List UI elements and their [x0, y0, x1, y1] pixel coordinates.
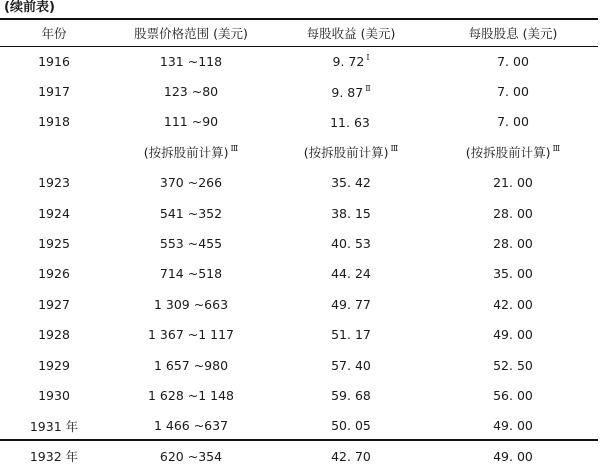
year-cell-empty: [0, 137, 108, 167]
split-note-row: [0, 137, 598, 167]
header-eps: 每股收益 (美元): [306, 26, 396, 41]
eps-cell: 51. 17: [331, 327, 371, 343]
eps-cell: 38. 15: [331, 205, 371, 221]
eps-cell: 42. 70: [331, 448, 371, 464]
table-caption: (续前表): [4, 0, 55, 15]
dividend-cell: 7. 00: [497, 53, 529, 69]
table-row: [0, 350, 598, 380]
header-row: [0, 20, 598, 46]
eps-cell: [274, 76, 428, 106]
year-cell: 1925: [38, 236, 70, 252]
year-cell: 1926: [38, 266, 70, 282]
dividend-cell: 42. 00: [493, 296, 533, 312]
table-row: [0, 198, 598, 228]
split-note-text: (按拆股前计算): [143, 145, 229, 161]
price-range-cell: 620 ~354: [159, 448, 223, 464]
dividend-cell: 21. 00: [493, 175, 533, 191]
table-row: [0, 46, 598, 76]
eps-cell: 57. 40: [331, 357, 371, 373]
year-cell: 1932 年: [29, 449, 79, 465]
table-row: [0, 76, 598, 106]
price-range-cell: 553 ~455: [159, 236, 223, 252]
footnote-marker: Ⅲ: [390, 144, 399, 154]
dividend-cell: 52. 50: [493, 357, 533, 373]
split-note-eps: [274, 137, 428, 167]
footnote-marker: Ⅲ: [230, 144, 239, 154]
price-range-cell: 370 ~266: [159, 175, 223, 191]
year-cell: 1931 年: [29, 418, 79, 434]
eps-value: 9. 72: [332, 54, 365, 70]
year-cell: 1918: [38, 114, 70, 130]
eps-cell: 49. 77: [331, 296, 371, 312]
footnote-marker: Ⅱ: [365, 83, 371, 93]
year-cell: 1917: [38, 84, 70, 100]
eps-cell: 35. 42: [331, 175, 371, 191]
price-range-cell: 541 ~352: [159, 205, 223, 221]
price-range-cell: 1 466 ~637: [153, 418, 229, 434]
stock-history-table: [0, 20, 598, 471]
table-row: [0, 228, 598, 258]
split-note-dividend: [428, 137, 598, 167]
dividend-cell: 49. 00: [493, 327, 533, 343]
year-cell: 1916: [38, 53, 70, 69]
year-cell: 1930: [38, 387, 70, 403]
price-range-cell: 1 309 ~663: [153, 296, 229, 312]
table-row: [0, 168, 598, 198]
split-note-text: (按拆股前计算): [465, 145, 551, 161]
year-cell: 1924: [38, 205, 70, 221]
price-range-cell: 111 ~90: [163, 114, 219, 130]
eps-cell: 44. 24: [331, 266, 371, 282]
eps-cell: 40. 53: [331, 236, 371, 252]
eps-value: 11. 63: [330, 114, 370, 130]
eps-cell: [274, 107, 428, 137]
split-note-text: (按拆股前计算): [303, 145, 389, 161]
header-year: 年份: [41, 26, 67, 41]
split-note-price-range: [108, 137, 274, 167]
year-cell: 1929: [38, 357, 70, 373]
year-cell: 1928: [38, 327, 70, 343]
header-dividend: 每股股息 (美元): [468, 26, 558, 41]
price-range-cell: 1 367 ~1 117: [147, 327, 235, 343]
table-row: [0, 107, 598, 137]
year-cell: 1923: [38, 175, 70, 191]
table-row: [0, 259, 598, 289]
dividend-cell: 35. 00: [493, 266, 533, 282]
footnote-marker: Ⅲ: [552, 144, 561, 154]
table-row: [0, 380, 598, 410]
dividend-cell: 28. 00: [493, 205, 533, 221]
footnote-marker: I: [366, 53, 370, 63]
dividend-cell: 49. 00: [493, 418, 533, 434]
dividend-cell: 56. 00: [493, 387, 533, 403]
table-row: [0, 411, 598, 441]
year-cell: 1927: [38, 296, 70, 312]
price-range-cell: 131 ~118: [159, 53, 223, 69]
price-range-cell: 1 657 ~980: [153, 357, 229, 373]
dividend-cell: 7. 00: [497, 84, 529, 100]
eps-cell: 59. 68: [331, 387, 371, 403]
price-range-cell: 123 ~80: [163, 84, 219, 100]
table-row: [0, 441, 598, 471]
eps-cell: [274, 46, 428, 76]
dividend-cell: 49. 00: [493, 448, 533, 464]
table-row: [0, 289, 598, 319]
eps-cell: 50. 05: [331, 418, 371, 434]
table-row: [0, 320, 598, 350]
eps-value: 9. 87: [331, 84, 364, 100]
header-price-range: 股票价格范围 (美元): [134, 26, 248, 41]
dividend-cell: 28. 00: [493, 236, 533, 252]
price-range-cell: 1 628 ~1 148: [147, 387, 235, 403]
dividend-cell: 7. 00: [497, 114, 529, 130]
price-range-cell: 714 ~518: [159, 266, 223, 282]
